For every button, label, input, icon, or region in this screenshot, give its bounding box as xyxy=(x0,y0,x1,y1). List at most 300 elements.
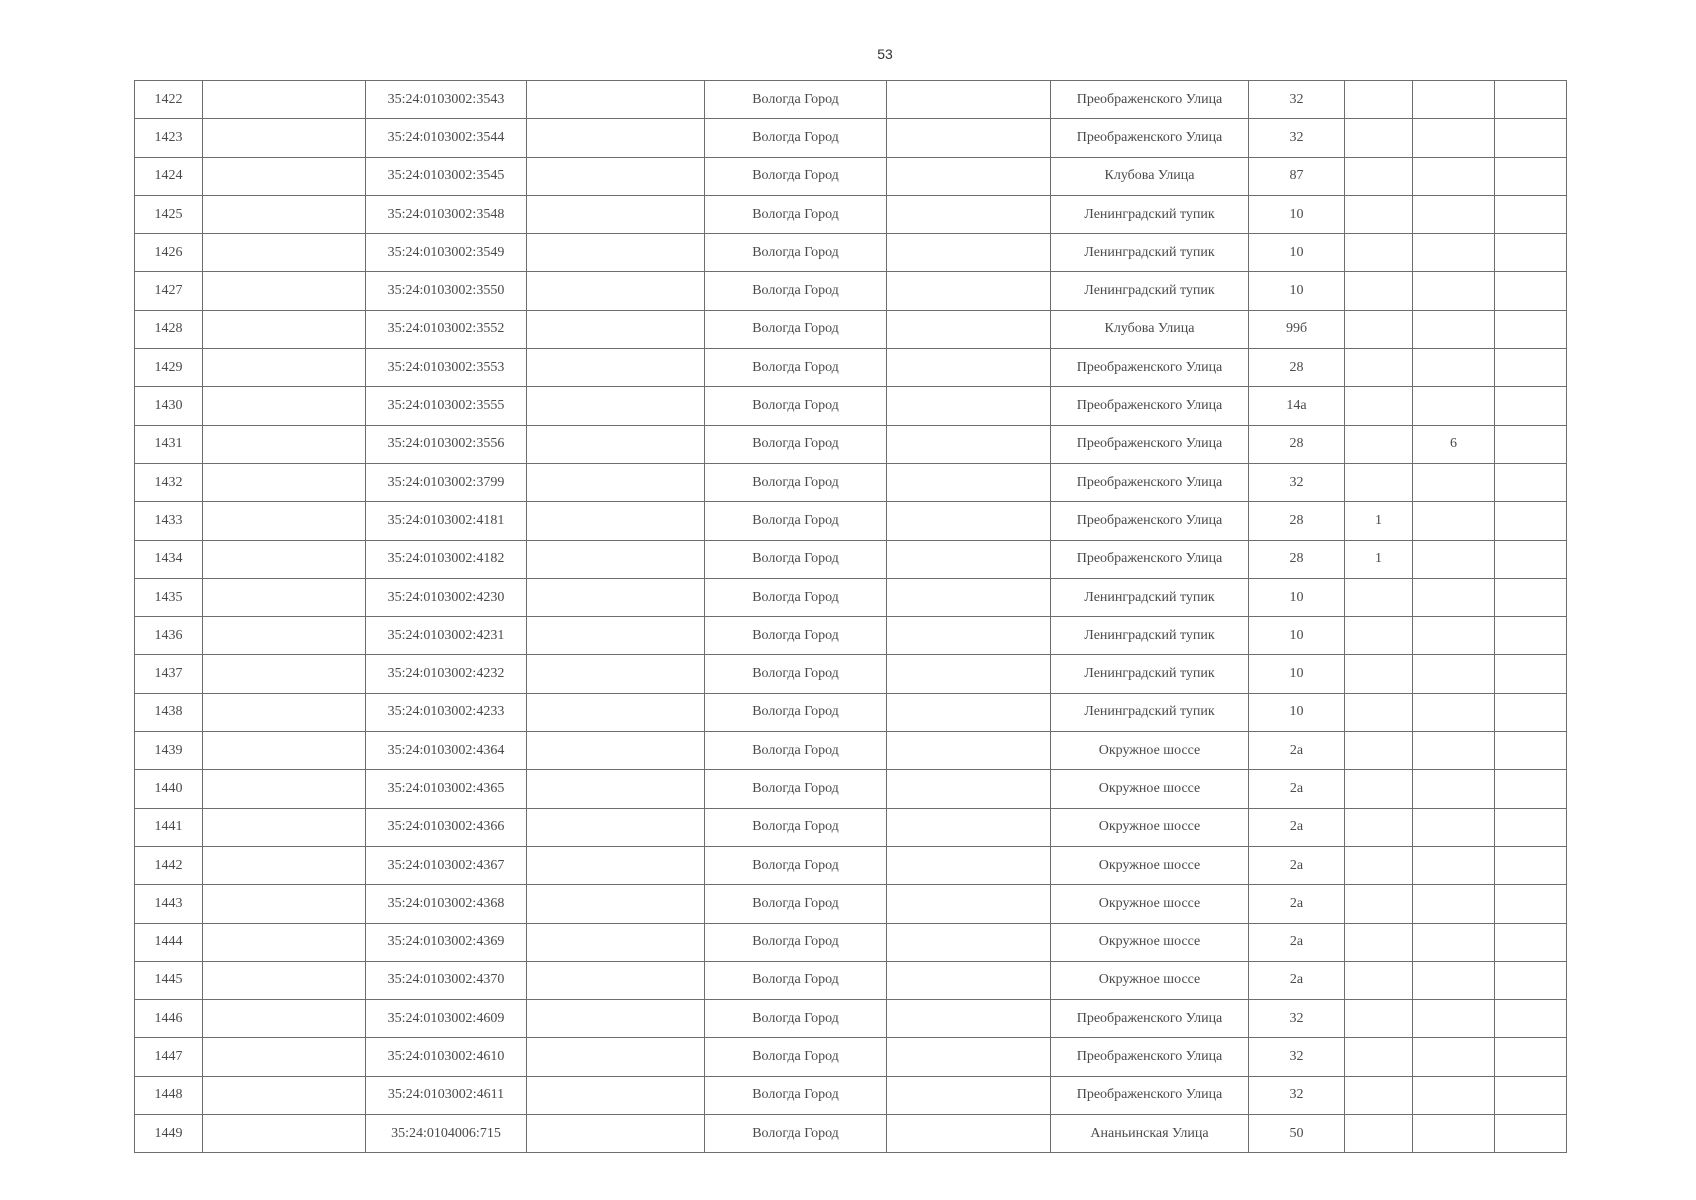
blank-cell-4 xyxy=(527,1000,705,1038)
settlement-cell: Вологда Город xyxy=(705,808,887,846)
row-number-cell: 1439 xyxy=(135,732,203,770)
street-cell: Ленинградский тупик xyxy=(1051,272,1249,310)
blank-cell-4 xyxy=(527,425,705,463)
house-number-cell: 32 xyxy=(1249,1076,1345,1114)
street-cell: Ананьинская Улица xyxy=(1051,1115,1249,1153)
blank-cell-4 xyxy=(527,1115,705,1153)
settlement-cell: Вологда Город xyxy=(705,961,887,999)
cadastral-number-cell: 35:24:0103002:4230 xyxy=(366,578,527,616)
table-row xyxy=(135,808,1567,846)
blank-cell-2 xyxy=(203,808,366,846)
building-cell xyxy=(1345,732,1413,770)
building-cell xyxy=(1345,157,1413,195)
street-cell: Преображенского Улица xyxy=(1051,540,1249,578)
settlement-cell: Вологда Город xyxy=(705,732,887,770)
building-cell xyxy=(1345,425,1413,463)
apartment-cell xyxy=(1413,195,1495,233)
street-cell: Преображенского Улица xyxy=(1051,502,1249,540)
table-row xyxy=(135,961,1567,999)
cadastral-number-cell: 35:24:0103002:3548 xyxy=(366,195,527,233)
apartment-cell xyxy=(1413,387,1495,425)
table-row xyxy=(135,195,1567,233)
table-row xyxy=(135,1000,1567,1038)
house-number-cell: 28 xyxy=(1249,502,1345,540)
blank-cell-11 xyxy=(1495,655,1567,693)
blank-cell-11 xyxy=(1495,1000,1567,1038)
street-cell: Клубова Улица xyxy=(1051,157,1249,195)
settlement-cell: Вологда Город xyxy=(705,617,887,655)
street-cell: Клубова Улица xyxy=(1051,310,1249,348)
building-cell xyxy=(1345,119,1413,157)
street-cell: Преображенского Улица xyxy=(1051,425,1249,463)
blank-cell-4 xyxy=(527,81,705,119)
street-cell: Ленинградский тупик xyxy=(1051,234,1249,272)
blank-cell-11 xyxy=(1495,770,1567,808)
row-number-cell: 1428 xyxy=(135,310,203,348)
house-number-cell: 28 xyxy=(1249,349,1345,387)
house-number-cell: 32 xyxy=(1249,1038,1345,1076)
building-cell xyxy=(1345,195,1413,233)
blank-cell-4 xyxy=(527,310,705,348)
blank-cell-4 xyxy=(527,617,705,655)
blank-cell-2 xyxy=(203,617,366,655)
blank-cell-2 xyxy=(203,885,366,923)
row-number-cell: 1437 xyxy=(135,655,203,693)
cadastral-number-cell: 35:24:0104006:715 xyxy=(366,1115,527,1153)
settlement-cell: Вологда Город xyxy=(705,119,887,157)
blank-cell-2 xyxy=(203,770,366,808)
house-number-cell: 2а xyxy=(1249,961,1345,999)
blank-cell-4 xyxy=(527,1038,705,1076)
blank-cell-2 xyxy=(203,234,366,272)
settlement-cell: Вологда Город xyxy=(705,272,887,310)
building-cell xyxy=(1345,1038,1413,1076)
cadastral-number-cell: 35:24:0103002:4368 xyxy=(366,885,527,923)
row-number-cell: 1442 xyxy=(135,846,203,884)
apartment-cell xyxy=(1413,617,1495,655)
apartment-cell xyxy=(1413,732,1495,770)
cadastral-number-cell: 35:24:0103002:4181 xyxy=(366,502,527,540)
apartment-cell xyxy=(1413,578,1495,616)
row-number-cell: 1431 xyxy=(135,425,203,463)
blank-cell-11 xyxy=(1495,846,1567,884)
blank-cell-6 xyxy=(887,195,1051,233)
blank-cell-4 xyxy=(527,119,705,157)
blank-cell-11 xyxy=(1495,349,1567,387)
street-cell: Окружное шоссе xyxy=(1051,846,1249,884)
blank-cell-6 xyxy=(887,234,1051,272)
cadastral-number-cell: 35:24:0103002:3555 xyxy=(366,387,527,425)
street-cell: Преображенского Улица xyxy=(1051,1038,1249,1076)
house-number-cell: 14а xyxy=(1249,387,1345,425)
page-number: 53 xyxy=(877,46,893,62)
blank-cell-6 xyxy=(887,617,1051,655)
blank-cell-6 xyxy=(887,119,1051,157)
table-row xyxy=(135,349,1567,387)
blank-cell-4 xyxy=(527,655,705,693)
street-cell: Окружное шоссе xyxy=(1051,808,1249,846)
house-number-cell: 10 xyxy=(1249,234,1345,272)
apartment-cell xyxy=(1413,693,1495,731)
house-number-cell: 32 xyxy=(1249,1000,1345,1038)
blank-cell-6 xyxy=(887,425,1051,463)
table-row xyxy=(135,693,1567,731)
table-row xyxy=(135,81,1567,119)
apartment-cell xyxy=(1413,119,1495,157)
house-number-cell: 2а xyxy=(1249,846,1345,884)
cadastral-number-cell: 35:24:0103002:4365 xyxy=(366,770,527,808)
table-row xyxy=(135,732,1567,770)
blank-cell-4 xyxy=(527,961,705,999)
apartment-cell xyxy=(1413,502,1495,540)
apartment-cell xyxy=(1413,349,1495,387)
table-row xyxy=(135,1038,1567,1076)
blank-cell-2 xyxy=(203,578,366,616)
apartment-cell xyxy=(1413,1000,1495,1038)
table-row xyxy=(135,502,1567,540)
blank-cell-4 xyxy=(527,195,705,233)
cadastral-number-cell: 35:24:0103002:4370 xyxy=(366,961,527,999)
apartment-cell xyxy=(1413,234,1495,272)
blank-cell-6 xyxy=(887,1000,1051,1038)
row-number-cell: 1433 xyxy=(135,502,203,540)
table-row xyxy=(135,272,1567,310)
row-number-cell: 1445 xyxy=(135,961,203,999)
blank-cell-2 xyxy=(203,732,366,770)
cadastral-number-cell: 35:24:0103002:4367 xyxy=(366,846,527,884)
blank-cell-2 xyxy=(203,1038,366,1076)
settlement-cell: Вологда Город xyxy=(705,770,887,808)
table-row xyxy=(135,578,1567,616)
house-number-cell: 10 xyxy=(1249,693,1345,731)
house-number-cell: 2а xyxy=(1249,885,1345,923)
blank-cell-4 xyxy=(527,502,705,540)
settlement-cell: Вологда Город xyxy=(705,1000,887,1038)
building-cell xyxy=(1345,349,1413,387)
blank-cell-4 xyxy=(527,578,705,616)
row-number-cell: 1440 xyxy=(135,770,203,808)
blank-cell-4 xyxy=(527,732,705,770)
row-number-cell: 1426 xyxy=(135,234,203,272)
settlement-cell: Вологда Город xyxy=(705,578,887,616)
row-number-cell: 1438 xyxy=(135,693,203,731)
blank-cell-11 xyxy=(1495,81,1567,119)
apartment-cell xyxy=(1413,808,1495,846)
blank-cell-2 xyxy=(203,961,366,999)
blank-cell-2 xyxy=(203,1000,366,1038)
row-number-cell: 1449 xyxy=(135,1115,203,1153)
blank-cell-4 xyxy=(527,234,705,272)
house-number-cell: 10 xyxy=(1249,617,1345,655)
building-cell: 1 xyxy=(1345,502,1413,540)
blank-cell-11 xyxy=(1495,732,1567,770)
street-cell: Преображенского Улица xyxy=(1051,387,1249,425)
apartment-cell xyxy=(1413,1038,1495,1076)
blank-cell-6 xyxy=(887,1038,1051,1076)
street-cell: Окружное шоссе xyxy=(1051,961,1249,999)
blank-cell-2 xyxy=(203,81,366,119)
table-row xyxy=(135,617,1567,655)
settlement-cell: Вологда Город xyxy=(705,502,887,540)
settlement-cell: Вологда Город xyxy=(705,540,887,578)
blank-cell-11 xyxy=(1495,693,1567,731)
blank-cell-11 xyxy=(1495,234,1567,272)
apartment-cell xyxy=(1413,1115,1495,1153)
cadastral-number-cell: 35:24:0103002:4231 xyxy=(366,617,527,655)
cadastral-number-cell: 35:24:0103002:4366 xyxy=(366,808,527,846)
blank-cell-11 xyxy=(1495,885,1567,923)
apartment-cell xyxy=(1413,655,1495,693)
building-cell xyxy=(1345,655,1413,693)
row-number-cell: 1441 xyxy=(135,808,203,846)
house-number-cell: 2а xyxy=(1249,923,1345,961)
apartment-cell xyxy=(1413,1076,1495,1114)
table-row xyxy=(135,119,1567,157)
cadastral-number-cell: 35:24:0103002:4610 xyxy=(366,1038,527,1076)
blank-cell-2 xyxy=(203,157,366,195)
blank-cell-2 xyxy=(203,923,366,961)
blank-cell-11 xyxy=(1495,463,1567,501)
settlement-cell: Вологда Город xyxy=(705,1038,887,1076)
blank-cell-6 xyxy=(887,157,1051,195)
blank-cell-2 xyxy=(203,1076,366,1114)
building-cell xyxy=(1345,578,1413,616)
blank-cell-11 xyxy=(1495,578,1567,616)
building-cell xyxy=(1345,770,1413,808)
apartment-cell xyxy=(1413,961,1495,999)
blank-cell-2 xyxy=(203,540,366,578)
row-number-cell: 1427 xyxy=(135,272,203,310)
building-cell xyxy=(1345,81,1413,119)
blank-cell-11 xyxy=(1495,923,1567,961)
cadastral-number-cell: 35:24:0103002:3549 xyxy=(366,234,527,272)
settlement-cell: Вологда Город xyxy=(705,157,887,195)
blank-cell-11 xyxy=(1495,157,1567,195)
cadastral-number-cell: 35:24:0103002:3552 xyxy=(366,310,527,348)
building-cell xyxy=(1345,923,1413,961)
blank-cell-2 xyxy=(203,349,366,387)
table-row xyxy=(135,540,1567,578)
blank-cell-4 xyxy=(527,1076,705,1114)
table-row xyxy=(135,310,1567,348)
blank-cell-4 xyxy=(527,540,705,578)
cadastral-number-cell: 35:24:0103002:3556 xyxy=(366,425,527,463)
blank-cell-6 xyxy=(887,961,1051,999)
blank-cell-2 xyxy=(203,693,366,731)
apartment-cell xyxy=(1413,770,1495,808)
settlement-cell: Вологда Город xyxy=(705,349,887,387)
blank-cell-11 xyxy=(1495,195,1567,233)
table-row xyxy=(135,463,1567,501)
settlement-cell: Вологда Город xyxy=(705,846,887,884)
blank-cell-4 xyxy=(527,463,705,501)
house-number-cell: 2а xyxy=(1249,808,1345,846)
blank-cell-6 xyxy=(887,732,1051,770)
blank-cell-4 xyxy=(527,808,705,846)
blank-cell-6 xyxy=(887,770,1051,808)
blank-cell-4 xyxy=(527,693,705,731)
blank-cell-11 xyxy=(1495,425,1567,463)
house-number-cell: 10 xyxy=(1249,195,1345,233)
building-cell xyxy=(1345,272,1413,310)
building-cell xyxy=(1345,1076,1413,1114)
apartment-cell xyxy=(1413,272,1495,310)
blank-cell-6 xyxy=(887,502,1051,540)
street-cell: Окружное шоссе xyxy=(1051,770,1249,808)
table-row xyxy=(135,234,1567,272)
building-cell xyxy=(1345,234,1413,272)
house-number-cell: 10 xyxy=(1249,578,1345,616)
blank-cell-6 xyxy=(887,808,1051,846)
blank-cell-2 xyxy=(203,425,366,463)
table-row xyxy=(135,770,1567,808)
street-cell: Окружное шоссе xyxy=(1051,885,1249,923)
blank-cell-2 xyxy=(203,463,366,501)
blank-cell-11 xyxy=(1495,119,1567,157)
apartment-cell xyxy=(1413,81,1495,119)
settlement-cell: Вологда Город xyxy=(705,310,887,348)
house-number-cell: 32 xyxy=(1249,81,1345,119)
row-number-cell: 1434 xyxy=(135,540,203,578)
building-cell xyxy=(1345,846,1413,884)
settlement-cell: Вологда Город xyxy=(705,1115,887,1153)
cadastral-number-cell: 35:24:0103002:3544 xyxy=(366,119,527,157)
settlement-cell: Вологда Город xyxy=(705,885,887,923)
settlement-cell: Вологда Город xyxy=(705,195,887,233)
blank-cell-11 xyxy=(1495,1076,1567,1114)
apartment-cell xyxy=(1413,923,1495,961)
blank-cell-6 xyxy=(887,349,1051,387)
cadastral-number-cell: 35:24:0103002:4609 xyxy=(366,1000,527,1038)
house-number-cell: 28 xyxy=(1249,425,1345,463)
row-number-cell: 1425 xyxy=(135,195,203,233)
house-number-cell: 2а xyxy=(1249,732,1345,770)
row-number-cell: 1446 xyxy=(135,1000,203,1038)
settlement-cell: Вологда Город xyxy=(705,693,887,731)
cadastral-number-cell: 35:24:0103002:4182 xyxy=(366,540,527,578)
table-row xyxy=(135,846,1567,884)
blank-cell-6 xyxy=(887,81,1051,119)
blank-cell-2 xyxy=(203,195,366,233)
street-cell: Окружное шоссе xyxy=(1051,923,1249,961)
house-number-cell: 10 xyxy=(1249,272,1345,310)
table-row xyxy=(135,1076,1567,1114)
row-number-cell: 1422 xyxy=(135,81,203,119)
cadastral-number-cell: 35:24:0103002:4611 xyxy=(366,1076,527,1114)
blank-cell-2 xyxy=(203,310,366,348)
blank-cell-6 xyxy=(887,1076,1051,1114)
row-number-cell: 1423 xyxy=(135,119,203,157)
blank-cell-4 xyxy=(527,157,705,195)
blank-cell-2 xyxy=(203,387,366,425)
table-row xyxy=(135,387,1567,425)
blank-cell-6 xyxy=(887,310,1051,348)
blank-cell-11 xyxy=(1495,540,1567,578)
house-number-cell: 50 xyxy=(1249,1115,1345,1153)
settlement-cell: Вологда Город xyxy=(705,387,887,425)
blank-cell-11 xyxy=(1495,272,1567,310)
street-cell: Преображенского Улица xyxy=(1051,119,1249,157)
blank-cell-6 xyxy=(887,272,1051,310)
blank-cell-2 xyxy=(203,502,366,540)
blank-cell-4 xyxy=(527,272,705,310)
row-number-cell: 1444 xyxy=(135,923,203,961)
street-cell: Ленинградский тупик xyxy=(1051,617,1249,655)
row-number-cell: 1443 xyxy=(135,885,203,923)
blank-cell-4 xyxy=(527,923,705,961)
row-number-cell: 1424 xyxy=(135,157,203,195)
cadastral-number-cell: 35:24:0103002:3543 xyxy=(366,81,527,119)
blank-cell-6 xyxy=(887,655,1051,693)
table-row xyxy=(135,923,1567,961)
blank-cell-4 xyxy=(527,770,705,808)
cadastral-number-cell: 35:24:0103002:4364 xyxy=(366,732,527,770)
blank-cell-6 xyxy=(887,923,1051,961)
blank-cell-4 xyxy=(527,846,705,884)
row-number-cell: 1429 xyxy=(135,349,203,387)
blank-cell-2 xyxy=(203,1115,366,1153)
cadastral-number-cell: 35:24:0103002:3545 xyxy=(366,157,527,195)
street-cell: Преображенского Улица xyxy=(1051,81,1249,119)
blank-cell-2 xyxy=(203,655,366,693)
row-number-cell: 1436 xyxy=(135,617,203,655)
building-cell xyxy=(1345,961,1413,999)
house-number-cell: 99б xyxy=(1249,310,1345,348)
house-number-cell: 32 xyxy=(1249,119,1345,157)
row-number-cell: 1447 xyxy=(135,1038,203,1076)
registry-table xyxy=(134,80,1567,1153)
cadastral-number-cell: 35:24:0103002:3550 xyxy=(366,272,527,310)
apartment-cell xyxy=(1413,885,1495,923)
blank-cell-4 xyxy=(527,387,705,425)
row-number-cell: 1448 xyxy=(135,1076,203,1114)
blank-cell-11 xyxy=(1495,502,1567,540)
blank-cell-11 xyxy=(1495,1038,1567,1076)
apartment-cell xyxy=(1413,846,1495,884)
house-number-cell: 10 xyxy=(1249,655,1345,693)
building-cell xyxy=(1345,463,1413,501)
blank-cell-11 xyxy=(1495,961,1567,999)
apartment-cell xyxy=(1413,463,1495,501)
settlement-cell: Вологда Город xyxy=(705,425,887,463)
table-row xyxy=(135,425,1567,463)
building-cell: 1 xyxy=(1345,540,1413,578)
blank-cell-6 xyxy=(887,1115,1051,1153)
cadastral-number-cell: 35:24:0103002:4369 xyxy=(366,923,527,961)
blank-cell-11 xyxy=(1495,808,1567,846)
building-cell xyxy=(1345,310,1413,348)
street-cell: Ленинградский тупик xyxy=(1051,693,1249,731)
table-row xyxy=(135,885,1567,923)
table-body xyxy=(135,81,1567,1153)
building-cell xyxy=(1345,693,1413,731)
settlement-cell: Вологда Город xyxy=(705,234,887,272)
house-number-cell: 87 xyxy=(1249,157,1345,195)
table-row xyxy=(135,157,1567,195)
settlement-cell: Вологда Город xyxy=(705,463,887,501)
blank-cell-6 xyxy=(887,540,1051,578)
blank-cell-11 xyxy=(1495,387,1567,425)
blank-cell-4 xyxy=(527,349,705,387)
row-number-cell: 1430 xyxy=(135,387,203,425)
apartment-cell xyxy=(1413,157,1495,195)
building-cell xyxy=(1345,1115,1413,1153)
blank-cell-6 xyxy=(887,885,1051,923)
street-cell: Преображенского Улица xyxy=(1051,1076,1249,1114)
building-cell xyxy=(1345,617,1413,655)
table-row xyxy=(135,655,1567,693)
cadastral-number-cell: 35:24:0103002:4232 xyxy=(366,655,527,693)
